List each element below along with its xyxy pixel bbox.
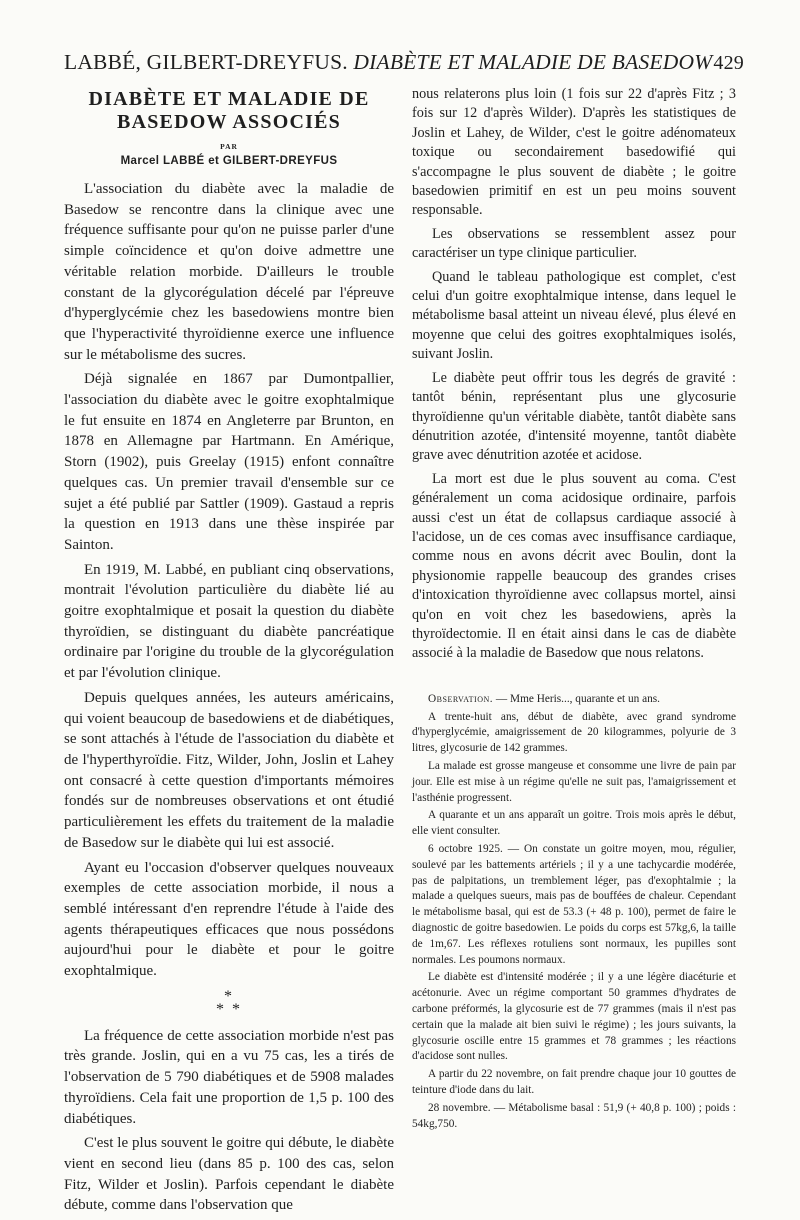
observation-paragraph: A trente-huit ans, début de diabète, avec grand syndrome d'hyperglycémie, amaigrissement de 20 kilogrammes, polyurie de 3 litres, glycosurie de 142 grammes. (412, 710, 736, 755)
observation-paragraph: La malade est grosse mangeuse et consomme une livre de pain par jour. Elle est mise à un régime qu'elle ne suit pas, l'amaigrissement et l'asthénie progressent. (412, 759, 736, 804)
observation-paragraph: A quarante et un ans apparaît un goitre. Trois mois après le début, elle vient consulter. (412, 809, 736, 838)
paragraph: Ayant eu l'occasion d'observer quelques nouveaux exemples de cette association morbide, il nous a semblé intéressant d'en reprendre l'étude à l'aide des agents thérapeutiques efficaces que nous possédons aujourd'hui pour le diabète et pour le goitre exophtalmique. (64, 859, 394, 980)
asterism-bottom: * * (216, 1000, 242, 1018)
running-head-title: DIABÈTE ET MALADIE DE BASEDOW (353, 50, 713, 74)
running-head-authors: LABBÉ, GILBERT-DREYFUS. (64, 50, 348, 74)
par-label: PAR (220, 142, 238, 151)
paragraph: La fréquence de cette association morbide n'est pas très grande. Joslin, qui en a vu 75 cas, les a tirés de l'observation de 5 790 diabétiques et de 5908 malades thyroïdiens. Cela fait une proportion de 1,5 p. 100 des diabétiques. (64, 1027, 394, 1127)
spacer (412, 668, 736, 692)
observation-header (412, 692, 736, 708)
paragraph-continued: nous relaterons plus loin (1 fois sur 22 d'après Fitz ; 3 fois sur 12 d'après Wilder). D'après les statistiques de Joslin et Lahey, de Wilder, c'est le goitre adénomateux toxique ou secondairement basedowifié qui s'accompagne le plus souvent de diabète ; le goitre basedowien primitif en est un peu moins souvent responsable. (412, 86, 736, 219)
paragraph: Les observations se ressemblent assez pour caractériser un type clinique particulier. (412, 225, 736, 262)
observation-paragraph: 28 novembre. — Métabolisme basal : 51,9 (+ 40,8 p. 100) ; poids : 54kg,750. (412, 1101, 736, 1130)
left-column (64, 86, 394, 1220)
paragraph: Quand le tableau pathologique est complet, c'est celui d'un goitre exophtalmique intense, dans lequel le métabolisme basal atteint un niveau élevé, plus élevé en moyenne que celui des goitres exophtalmiques isolés, suivant Joslin. (412, 268, 736, 363)
observation-label: Observation. (428, 692, 494, 705)
paragraph: En 1919, M. Labbé, en publiant cinq observations, montrait l'évolution particulière du diabète lié au goitre exophtalmique et posait la question du diabète thyroïdien, se distinguant du diabète pancréatique ordinaire par l'origine du trouble de la glycorégulation et par l'évolution clinique. (64, 561, 394, 682)
article-title-line1: DIABÈTE ET MALADIE DE (88, 88, 370, 110)
article-title (64, 88, 394, 134)
section-separator-asterism (64, 987, 394, 1018)
page-number: 429 (713, 52, 744, 74)
observation-paragraph: A partir du 22 novembre, on fait prendre chaque jour 10 gouttes de teinture d'iode dans du lait. (412, 1068, 736, 1096)
right-column (412, 85, 736, 1134)
observation-paragraph: 6 octobre 1925. — On constate un goitre moyen, mou, régulier, soulevé par les battements artériels ; il y a une tachycardie modérée, pas de palpitations, un tremblement léger, pas d'exophtalmie ; la malade a quelques sueurs, mais pas de bouffées de chaleur. Cependant le métabolisme basal, qui est de 53.3 (+ 48 p. 100), permet de faire le diagnostic de goitre basedowien. Le poids du corps est 57kg,6, la taille de 1m,67. Les réflexes rotuliens sont normaux, les pupilles sont normales. Les poumons normaux. (412, 842, 736, 966)
paragraph: Déjà signalée en 1867 par Dumontpallier, l'association du diabète avec le goitre exophtalmique le fut ensuite en 1874 en Angleterre par Brunton, en 1878 en Allemagne par Hartmann. En Amérique, Storn (1902), puis Greelay (1915) enfont connaître quelques cas. Un premier travail d'ensemble sur ce sujet a été publié par Sattler (1909). Gastaud a repris la question en 1913 dans une thèse inspirée par Sainton. (64, 371, 394, 553)
observation-header-text: — Mme Heris..., quarante et un ans. (495, 692, 660, 705)
article-title-line2: BASEDOW ASSOCIÉS (117, 111, 341, 133)
paragraph: L'association du diabète avec la maladie de Basedow se rencontre dans la clinique avec une fréquence suffisante pour qu'on ne puisse parler d'une simple coïncidence et qu'on doive admettre une véritable relation morbide. D'ailleurs le trouble constant de la glycorégulation décelé par l'épreuve d'hyperglycémie chez les basedowiens montre bien que l'hyperactivité thyroïdienne exerce une influence sur le métabolisme des sucres. (64, 181, 394, 363)
asterism-top: * (224, 987, 234, 1005)
paragraph: C'est le plus souvent le goitre qui débute, le diabète vient en second lieu (dans 85 p. 100 des cas, selon Fitz, Wilder et Joslin). Parfois cependant le diabète débute, comme dans l'observation que (64, 1135, 394, 1214)
paragraph: Le diabète peut offrir tous les degrés de gravité : tantôt bénin, représentant plus une glycosurie thyroïdienne qu'un véritable diabète, tantôt diabète sans dénutrition azotée, d'intensité moyenne, tantôt diabète grave avec dénutrition azotée et acidose. (412, 369, 736, 464)
paragraph: La mort est due le plus souvent au coma. C'est généralement un coma acidosique ordinaire, parfois aussi c'est un état de collapsus cardiaque associé à l'acidose, un de ces comas avec insuffisance cardiaque, comme nous en avons décrit avec Boulin, dont la physionomie rappelle beaucoup des grandes crises d'intoxication thyroïdienne avec collapsus mortel, ainsi qu'on en voit chez les basedowiens, après la thyroïdectomie. Il en était ainsi dans le cas de diabète associé à la maladie de Basedow que nous relatons. (412, 470, 736, 662)
observation-block (412, 692, 736, 1133)
running-head (64, 50, 744, 75)
author-byline: Marcel LABBÉ et GILBERT-DREYFUS (120, 155, 338, 167)
observation-paragraph: Le diabète est d'intensité modérée ; il y a une légère diacéturie et acétonurie. Avec un régime comportant 50 grammes d'hydrates de carbone préformés, la glycosurie est de 77 grammes (mais il n'est pas certain que la malade ait bien suivi le régime) ; les jours suivants, la glycosurie oscille entre 15 grammes et 78 grammes ; les réactions d'acidose sont nulles. (412, 971, 736, 1063)
paragraph: Depuis quelques années, les auteurs américains, qui voient beaucoup de basedowiens et de diabétiques, se sont attachés à l'étude de l'association du diabète et de l'hyperthyroïdie. Fitz, Wilder, John, Joslin et Lahey ont consacré à cette question d'importants mémoires fondés sur de nombreuses observations et ont étudié particulièrement les effets du traitement de la maladie de Basedow sur le diabète qui lui est associé. (64, 689, 394, 851)
